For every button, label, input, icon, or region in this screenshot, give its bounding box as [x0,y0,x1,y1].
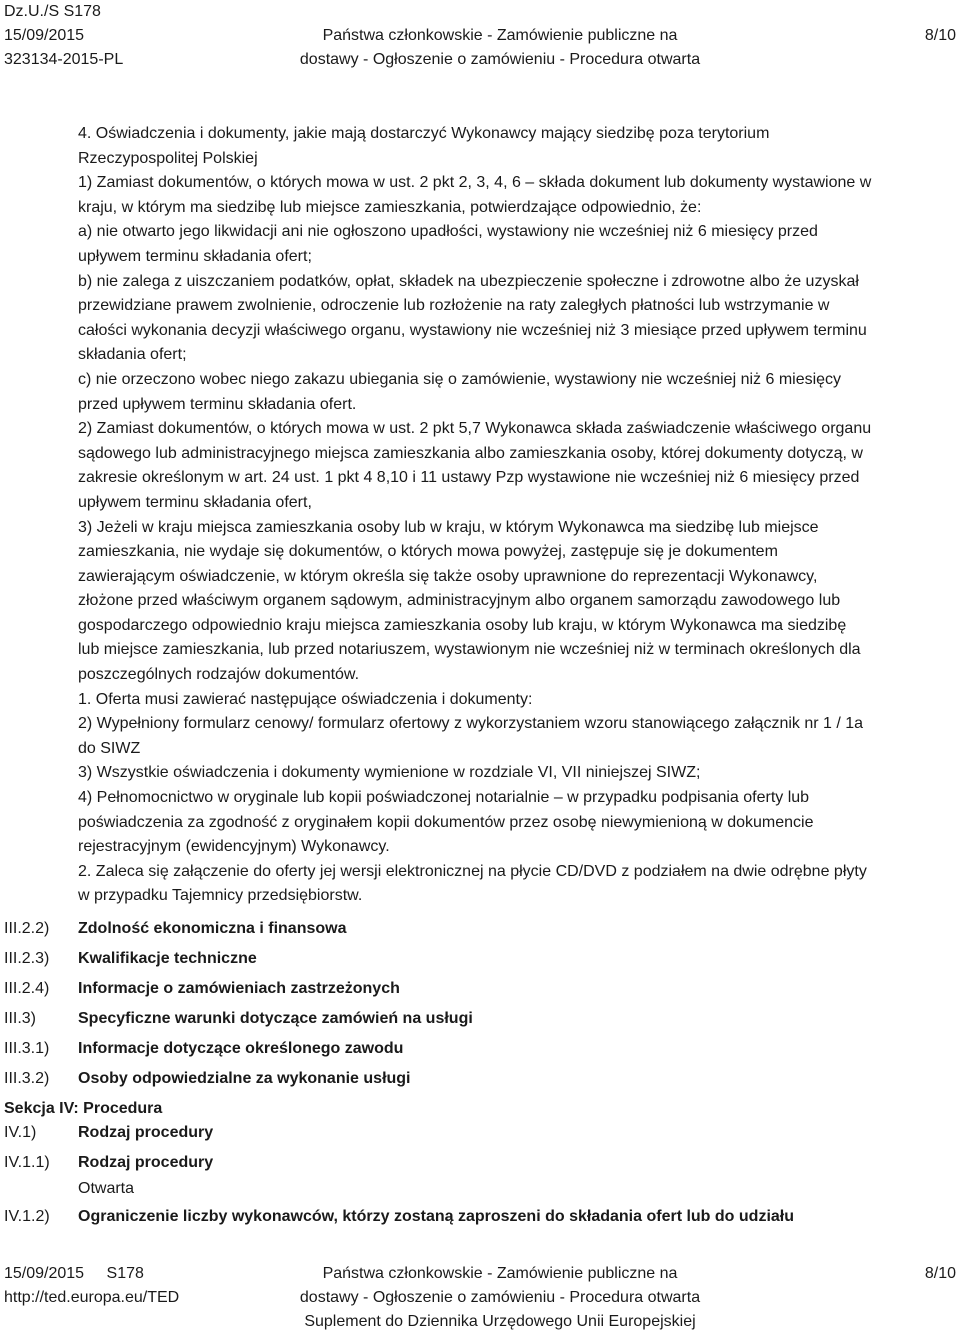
header-left [4,0,123,72]
section-title: Kwalifikacje techniczne [78,950,257,967]
body-line: 1) Zamiast dokumentów, o których mowa w ust. 2 pkt 2, 3, 4, 6 – składa dokument lub dokumenty wystawione w [78,174,872,192]
section-number: III.2.3) [4,950,50,967]
footer-date: 15/09/2015 [4,1265,85,1282]
section-title: Ograniczenie liczby wykonawców, którzy zostaną zaproszeni do składania ofert lub do udziału [78,1208,794,1225]
footer-title [244,1262,756,1334]
section-number: IV.1.1) [4,1154,50,1171]
body-line: 2. Zaleca się załączenie do oferty jej wersji elektronicznej na płycie CD/DVD z podziałem na dwie odrębne płyty [78,862,867,880]
body-line: złożone przed właściwym organem sądowym, administracyjnym albo organem samorządu zawodowego lub [78,592,841,610]
footer-title-line3: Suplement do Dziennika Urzędowego Unii Europejskiej [304,1313,696,1330]
body-line: lub miejsce zamieszkania, lub przed notariuszem, wystawionym nie wcześniej niż w terminach określonych dla [78,641,861,659]
page-header [4,0,956,72]
footer-page [925,1262,956,1286]
body-line: upływem terminu składania ofert, [78,493,312,511]
body-line: 2) Wypełniony formularz cenowy/ formularz ofertowy z wykorzystaniem wzoru stanowiącego załącznik nr 1 / 1a [78,715,864,733]
section-number: III.3) [4,1010,37,1027]
body-line: Rzeczypospolitej Polskiej [78,149,258,167]
body-line: 1. Oferta musi zawierać następujące oświadczenia i dokumenty: [78,690,533,708]
body-line: zakresie określonym w art. 24 ust. 1 pkt 4 8,10 i 11 ustawy Pzp wystawione nie wcześniej niż 6 miesięcy przed [78,469,860,487]
body-line: b) nie zalega z uiszczaniem podatków, opłat, składek na ubezpieczenie społeczne i zdrowotne albo że uzyskał [78,272,859,290]
body-line: gospodarczego odpowiednio kraju miejsca zamieszkania osoby lub kraju, w którym Wykonawca ma siedzibę [78,616,847,634]
section-iv-heading: Sekcja IV: Procedura [4,1100,163,1117]
body-line: 4. Oświadczenia i dokumenty, jakie mają dostarczyć Wykonawcy mający siedzibę poza terytorium [78,125,770,142]
section-title: Rodzaj procedury [78,1124,214,1141]
section-title: Informacje o zamówieniach zastrzeżonych [78,980,400,997]
section-title: Specyficzne warunki dotyczące zamówień na usługi [78,1010,473,1027]
section-number: IV.1.2) [4,1208,50,1225]
body-line: poświadczenia za zgodność z oryginałem kopii dokumentów przez osobę niewymienioną w dokumencie [78,813,814,831]
section-number: III.2.2) [4,920,50,937]
body-line: w przypadku Tajemnicy przedsiębiorstw. [78,887,363,905]
footer-title-line1: Państwa członkowskie - Zamówienie publiczne na [322,1265,678,1282]
body-line: 3) Wszystkie oświadczenia i dokumenty wymienione w rozdziale VI, VII niniejszej SIWZ; [78,764,701,782]
body-line: 3) Jeżeli w kraju miejsca zamieszkania osoby lub w kraju, w którym Wykonawca ma siedzibę lub miejsce [78,518,819,536]
section-title: Informacje dotyczące określonego zawodu [78,1040,404,1057]
body-line: przed upływem terminu składania ofert. [78,395,357,413]
body-line: zawierającym oświadczenie, w którym określa się także osoby uprawnione do reprezentacji Wykonawcy, [78,567,818,585]
notice-id: 323134-2015-PL [4,51,124,68]
header-title-line2: dostawy - Ogłoszenie o zamówieniu - Procedura otwarta [299,51,701,68]
body-line: c) nie orzeczono wobec niego zakazu ubiegania się o zamówienie, wystawiony nie wcześniej niż 6 miesięcy [78,370,842,388]
section-title: Zdolność ekonomiczna i finansowa [78,920,347,937]
section-title: Osoby odpowiedzialne za wykonanie usługi [78,1070,411,1087]
body-line: przewidziane prawem zwolnienie, odroczenie lub rozłożenie na raty zaległych płatności lub wstrzymanie w [78,297,830,315]
section-title: Rodzaj procedury [78,1154,214,1171]
body-line: całości wykonania decyzji właściwego organu, wystawiony nie wcześniej niż 3 miesiące przed upływem terminu [78,321,867,339]
header-title-line1: Państwa członkowskie - Zamówienie publiczne na [322,27,678,44]
header-title [244,0,756,72]
footer-left [4,1262,179,1310]
section-number: III.3.2) [4,1070,50,1087]
body-line: do SIWZ [78,739,141,757]
footer-page-number: 8/10 [924,1265,956,1282]
body-line: zamieszkania, nie wydaje się dokumentów, o których mowa powyżej, zastępuje się je dokumentem [78,543,778,561]
section-number: III.2.4) [4,980,50,997]
body-line: rejestracyjnym (ewidencyjnym) Wykonawcy. [78,838,390,856]
page-footer [4,1262,956,1334]
body-line: sądowego lub administracyjnego miejsca zamieszkania albo zamieszkania osoby, której dokumenty dotyczą, w [78,444,863,462]
section-number: IV.1) [4,1124,37,1141]
body-line: poszczególnych rodzajów dokumentów. [78,666,360,684]
body-line: upływem terminu składania ofert; [78,247,312,265]
body-line: 2) Zamiast dokumentów, o których mowa w ust. 2 pkt 5,7 Wykonawca składa zaświadczenie właściwego organu [78,420,872,438]
footer-url: http://ted.europa.eu/TED [4,1289,180,1306]
body-line: a) nie otwarto jego likwidacji ani nie ogłoszono upadłości, wystawiony nie wcześniej niż 6 miesięcy przed [78,223,818,241]
section-body-text [78,122,954,909]
publication-date: 15/09/2015 [4,27,85,44]
body-line: składania ofert; [78,346,187,364]
footer-title-line2: dostawy - Ogłoszenie o zamówieniu - Procedura otwarta [299,1289,701,1306]
section-value: Otwarta [78,1180,135,1197]
header-page-number: 8/10 [924,27,956,44]
body-line: 4) Pełnomocnictwo w oryginale lub kopii poświadczonej notarialnie – w przypadku podpisania oferty lub [78,789,810,807]
section-number: III.3.1) [4,1040,50,1057]
header-page [925,0,956,48]
journal-ref: Dz.U./S S178 [4,3,101,20]
footer-issue: S178 [106,1265,144,1282]
body-line: kraju, w którym ma siedzibę lub miejsce zamieszkania, potwierdzające odpowiednio, że: [78,198,702,216]
